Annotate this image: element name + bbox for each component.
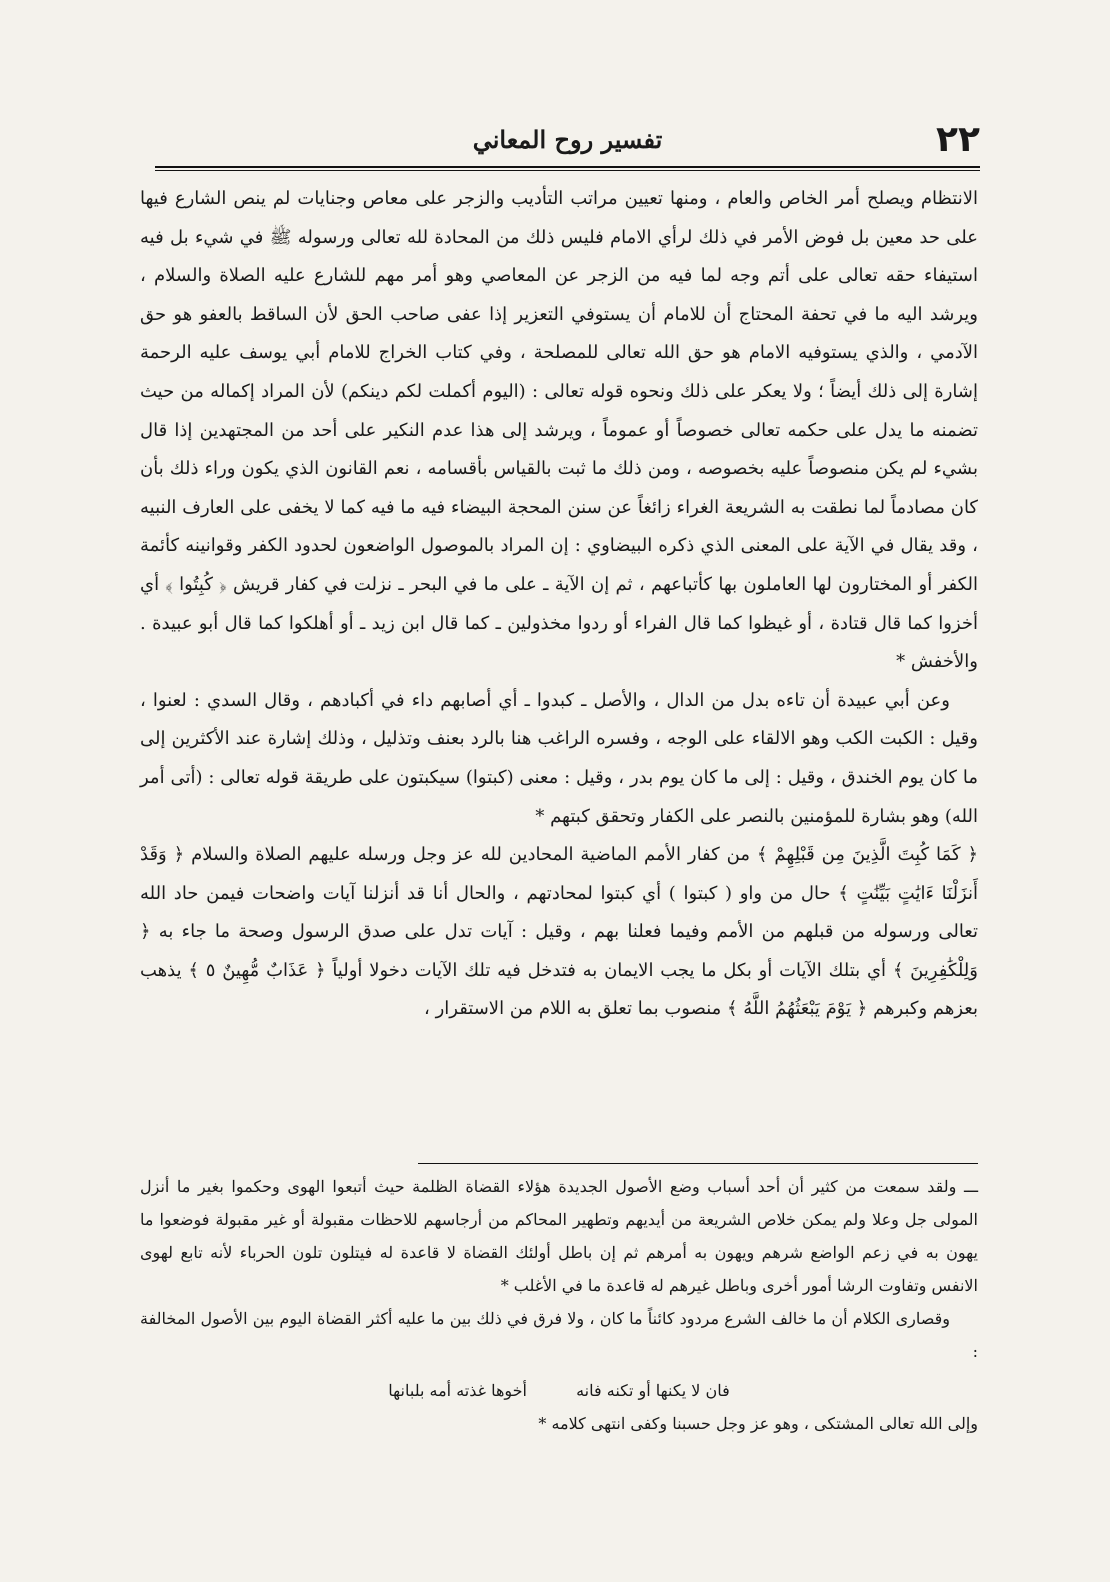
footnote-separator (418, 1163, 978, 1164)
header-rule (155, 166, 980, 168)
verse-hemistich-2: أخوها غذته أمه بلبانها (388, 1381, 527, 1400)
main-paragraph-2: وعن أبي عبيدة أن تاءه بدل من الدال ، والأصل ـ كبدوا ـ أي أصابهم داء في أكبادهم ، وقال السدي : لعنوا ، وقيل : الكبت الكب وهو الالقاء على الوجه ، وفسره الراغب هنا بالرد بعنف وتذليل ، وذلك إشارة عند الأكثرين إلى ما كان يوم الخندق ، وقيل : إلى ما كان يوم بدر ، وقيل : معنى (كبتوا) سيكبتون على طريقة قوله تعالى : (أتى أمر الله) وهو بشارة للمؤمنين بالنصر على الكفار وتحقق كبتهم * (140, 689, 978, 827)
running-title: تفسير روح المعاني (472, 125, 663, 154)
header-rule-thin (155, 170, 980, 171)
page-header (155, 120, 980, 164)
main-text (140, 180, 978, 1029)
page-number: ٢٢ (936, 119, 980, 160)
poetry-verse (140, 1374, 978, 1407)
footnote-paragraph-2: وقصارى الكلام أن ما خالف الشرع مردود كائناً ما كان ، ولا فرق في ذلك بين ما عليه أكثر القضاة اليوم بين الأصول المخالفة : (140, 1309, 978, 1361)
main-paragraph-1: الانتظام ويصلح أمر الخاص والعام ، ومنها تعيين مراتب التأديب والزجر على معاص وجنايات لم ينص الشارع فيها على حد معين بل فوض الأمر في ذلك لرأي الامام فليس ذلك من المحادة لله تعالى ورسوله ﷺ في شيء بل فيه استيفاء حقه تعالى على أتم وجه لما فيه من الزجر عن المعاصي وهو أمر مهم للشارع عليه الصلاة والسلام ، ويرشد اليه ما في تحفة المحتاج أن للامام أن يستوفي التعزير إذا عفى صاحب الحق لأن الساقط بالعفو هو حق الآدمي ، والذي يستوفيه الامام هو حق الله تعالى للمصلحة ، وفي كتاب الخراج للامام أبي يوسف عليه الرحمة إشارة إلى ذلك أيضاً ؛ ولا يعكر على ذلك ونحوه قوله تعالى : (اليوم أكملت لكم دينكم) لأن المراد إكماله من حيث تضمنه ما يدل على حكمه تعالى خصوصاً أو عموماً ، ويرشد إلى هذا عدم النكير على أحد من المجتهدين إذا قال بشيء لم يكن منصوصاً عليه بخصوصه ، ومن ذلك ما ثبت بالقياس بأقسامه ، نعم القانون الذي يكون وراء ذلك بأن كان مصادماً لما نطقت به الشريعة الغراء زائغاً عن سنن المحجة البيضاء فيه ما فيه كما لا يخفى على العارف النبيه ، وقد يقال في الآية على المعنى الذي ذكره البيضاوي : إن المراد بالموصول الواضعون لحدود الكفر وقوانينه كأئمة الكفر أو المختارون لها العاملون بها كأتباعهم ، ثم إن الآية ـ على ما في البحر ـ نزلت في كفار قريش ﴿ كُبِتُوا ﴾ أي أخزوا كما قال قتادة ، أو غيظوا كما قال الفراء أو ردوا مخذولين ـ كما قال ابن زيد ـ أو أهلكوا كما قال أبو عبيدة . والأخفش * (140, 188, 978, 673)
footnote-paragraph-3: وإلى الله تعالى المشتكى ، وهو عز وجل حسبنا وكفى انتهى كلامه * (538, 1414, 978, 1433)
verse-hemistich-1: فان لا يكنها أو تكنه فانه (576, 1381, 730, 1400)
main-paragraph-3: ﴿ كَمَا كُبِتَ الَّذِينَ مِن قَبْلِهِمْ ﴾ من كفار الأمم الماضية المحادين لله عز وجل ورسله عليهم الصلاة والسلام ﴿ وَقَدْ أَنزَلْنَا ءَايَٰتٍ بَيِّنَٰتٍ ﴾ حال من واو ( كبتوا ) أي كبتوا لمحادتهم ، والحال أنا قد أنزلنا آيات واضحات فيمن حاد الله تعالى ورسوله من قبلهم من الأمم وفيما فعلنا بهم ، وقيل : آيات تدل على صدق الرسول وصحة ما جاء به ﴿ وَلِلْكَٰفِرِينَ ﴾ أي بتلك الآيات أو بكل ما يجب الايمان به فتدخل فيه تلك الآيات دخولا أولياً ﴿ عَذَابٌ مُّهِينٌ ٥ ﴾ يذهب بعزهم وكبرهم ﴿ يَوْمَ يَبْعَثُهُمُ اللَّهُ ﴾ منصوب بما تعلق به اللام من الاستقرار ، (140, 844, 978, 1020)
footnote-paragraph-1: ـــ ولقد سمعت من كثير أن أحد أسباب وضع الأصول الجديدة هؤلاء القضاة الظلمة حيث أتبعوا الهوى وحكموا بغير ما أنزل المولى جل وعلا ولم يمكن خلاص الشريعة من أيديهم وتطهير المحاكم من أرجاسهم للاحظات مقبولة أو غير مقبولة فوضعوا ما يهون به في زعم الواضع شرهم ويهون به أمرهم ثم إن باطل أولئك القضاة لا قاعدة له فيتلون تلون الحرباء لأنه تابع لهوى الانفس وتفاوت الرشا أمور أخرى وباطل غيرهم له قاعدة ما في الأغلب * (140, 1177, 978, 1295)
footnotes (140, 1170, 978, 1440)
